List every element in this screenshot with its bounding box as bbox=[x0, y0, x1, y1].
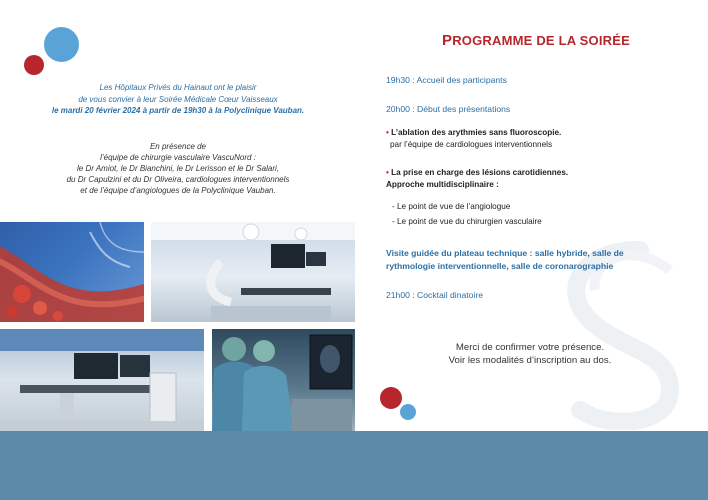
decorative-dot-red bbox=[380, 387, 402, 409]
talk-carotid-title-line-2: Approche multidisciplinaire : bbox=[386, 180, 499, 189]
hybrid-room-photo bbox=[151, 222, 355, 322]
talk-ablation-title: L’ablation des arythmies sans fluoroscopie. bbox=[391, 128, 562, 137]
bullet-icon: • bbox=[386, 128, 389, 137]
decorative-dot-red bbox=[24, 55, 44, 75]
invitation-line-3: le mardi 20 février 2024 à partir de 19h30 à la Polyclinique Vauban. bbox=[51, 106, 305, 115]
decorative-dot-blue bbox=[400, 404, 416, 420]
schedule-cocktail: 21h00 : Cocktail dinatoire bbox=[386, 290, 483, 300]
programme-title-rest: ROGRAMME DE LA SOIRÉE bbox=[452, 33, 631, 48]
presence-text bbox=[28, 141, 328, 196]
talk-carotid-angiologist: - Le point de vue de l’angiologue bbox=[392, 202, 511, 211]
talk-ablation bbox=[386, 127, 561, 151]
presence-line-1: En présence de bbox=[149, 142, 207, 151]
decorative-dot-blue bbox=[44, 27, 79, 62]
talk-carotid bbox=[386, 167, 568, 191]
presence-line-2: l’équipe de chirurgie vasculaire VascuNord : bbox=[100, 153, 256, 162]
programme-title bbox=[442, 32, 630, 49]
presence-line-4: du Dr Capulzini et du Dr Oliveira, cardiologues interventionnels bbox=[66, 175, 290, 184]
programme-title-initial: P bbox=[442, 32, 453, 49]
invitation-line-2: de vous convier à leur Soirée Médicale Cœur Vaisseaux bbox=[78, 94, 278, 104]
bullet-icon: • bbox=[386, 168, 389, 177]
invitation-line-1: Les Hôpitaux Privés du Hainaut ont le plaisir bbox=[99, 83, 257, 92]
invitation-text bbox=[18, 82, 338, 117]
blood-vessel-illustration bbox=[0, 222, 144, 322]
talk-carotid-surgeon: - Le point de vue du chirurgien vasculaire bbox=[392, 217, 542, 226]
guided-visit bbox=[386, 247, 666, 273]
closing-text bbox=[420, 341, 640, 367]
talk-ablation-speaker: par l’équipe de cardiologues interventionnels bbox=[390, 140, 553, 149]
rhythmology-room-photo bbox=[0, 329, 204, 431]
schedule-presentations: 20h00 : Début des présentations bbox=[386, 104, 511, 114]
presence-line-5: et de l’équipe d’angiologues de la Polyclinique Vauban. bbox=[80, 186, 276, 195]
guided-visit-line-2: rythmologie interventionnelle, salle de coronarographie bbox=[386, 261, 614, 271]
schedule-welcome: 19h30 : Accueil des participants bbox=[386, 75, 507, 85]
guided-visit-line-1: Visite guidée du plateau technique : salle hybride, salle de bbox=[386, 248, 624, 258]
closing-line-1: Merci de confirmer votre présence. bbox=[455, 342, 605, 353]
surgery-photo bbox=[212, 329, 355, 431]
presence-line-3: le Dr Amiot, le Dr Bianchini, le Dr Lerisson et le Dr Salari, bbox=[77, 164, 279, 173]
talk-carotid-title-line-1: La prise en charge des lésions carotidiennes. bbox=[391, 168, 569, 177]
footer-band bbox=[0, 431, 708, 500]
closing-line-2: Voir les modalités d’inscription au dos. bbox=[448, 355, 612, 366]
